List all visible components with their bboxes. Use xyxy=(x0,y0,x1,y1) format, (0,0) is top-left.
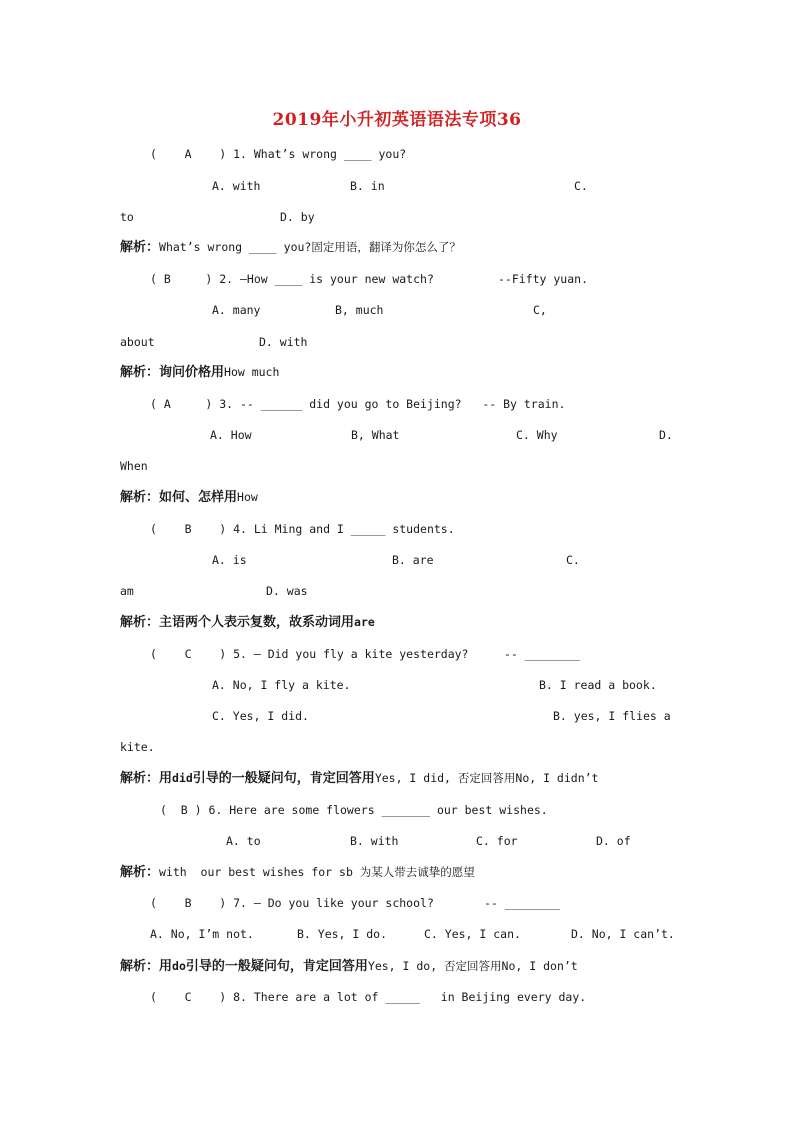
question-4-stem: ( B ) 4. Li Ming and I _____ students. xyxy=(150,522,455,536)
question-2-option-d: D. with xyxy=(259,335,308,349)
question-7-reply: -- ________ xyxy=(484,896,561,910)
question-6-option-b: B. with xyxy=(350,834,399,848)
note-1-text: What’s wrong ____ you?固定用语，翻译为你怎么了？ xyxy=(159,240,461,254)
note-4-text: are xyxy=(354,615,375,629)
question-5-option-d: B. yes, I flies a xyxy=(553,709,671,723)
note-1 xyxy=(120,239,461,256)
question-2-option-c-continued: about xyxy=(120,335,155,349)
question-4-option-a: A. is xyxy=(212,553,247,567)
page-title: 2019年小升初英语语法专项36 xyxy=(272,110,522,130)
question-3-stem: ( A ) 3. -- ______ did you go to Beijing? -- By train. xyxy=(150,397,566,411)
note-5-text: Yes, I did, 否定回答用No, I didn’t xyxy=(374,771,599,785)
question-1-stem: ( A ) 1. What’s wrong ____ you? xyxy=(150,147,407,161)
question-7-option-d: D. No, I can’t. xyxy=(571,927,675,941)
note-6 xyxy=(120,864,475,881)
question-4-option-b: B. are xyxy=(392,553,434,567)
question-2-reply: --Fifty yuan. xyxy=(498,272,589,286)
note-7-text: Yes, I do, 否定回答用No, I don’t xyxy=(367,959,578,973)
question-2-stem: ( B ) 2. –How ____ is your new watch? xyxy=(150,272,434,286)
question-3-option-a: A. How xyxy=(210,428,252,442)
question-6-stem: ( B ) 6. Here are some flowers _______ our best wishes. xyxy=(160,803,548,817)
note-4 xyxy=(120,614,375,631)
question-3-option-c: C. Why xyxy=(516,428,558,442)
question-3-option-b: B, What xyxy=(351,428,400,442)
question-4-option-c: C. xyxy=(566,553,580,567)
note-5-label: 解析：用 xyxy=(120,771,173,786)
note-3 xyxy=(120,489,258,506)
question-8-stem: ( C ) 8. There are a lot of _____ in Beijing every day. xyxy=(150,990,587,1004)
note-6-label: 解析： xyxy=(120,865,160,880)
note-2-text: How much xyxy=(224,365,280,379)
question-5-reply: -- ________ xyxy=(504,647,581,661)
note-5 xyxy=(120,770,598,787)
note-7-label-continued: 引导的一般疑问句，肯定回答用 xyxy=(185,959,368,974)
question-1-option-c: C. xyxy=(574,179,588,193)
question-1-option-b: B. in xyxy=(350,179,385,193)
question-2-option-a: A. many xyxy=(212,303,261,317)
note-3-text: How xyxy=(237,490,258,504)
question-5-option-d-continued: kite. xyxy=(120,740,155,754)
question-7-stem: ( B ) 7. – Do you like your school? xyxy=(150,896,434,910)
question-2-option-b: B, much xyxy=(335,303,384,317)
question-2-option-c: C, xyxy=(533,303,547,317)
note-7-keyword: do xyxy=(172,959,186,973)
question-5-option-a: A. No, I fly a kite. xyxy=(212,678,351,692)
note-2-label: 解析：询问价格用 xyxy=(120,365,225,380)
question-5-option-c: C. Yes, I did. xyxy=(212,709,309,723)
note-1-label: 解析： xyxy=(120,240,160,255)
question-4-option-d: D. was xyxy=(266,584,308,598)
question-6-option-a: A. to xyxy=(226,834,261,848)
note-3-label: 解析：如何、怎样用 xyxy=(120,490,238,505)
note-4-label: 解析：主语两个人表示复数，故系动词用 xyxy=(120,615,355,630)
question-6-option-d: D. of xyxy=(596,834,631,848)
note-6-text: with our best wishes for sb 为某人带去诚挚的愿望 xyxy=(159,865,475,879)
question-6-option-c: C. for xyxy=(476,834,518,848)
question-1-option-a: A. with xyxy=(212,179,261,193)
question-7-option-a: A. No, I’m not. xyxy=(150,927,254,941)
question-3-option-d-continued: When xyxy=(120,459,148,473)
question-1-option-d: D. by xyxy=(280,210,315,224)
question-1-option-c-continued: to xyxy=(120,210,134,224)
question-7-option-b: B. Yes, I do. xyxy=(297,927,388,941)
note-7-label: 解析：用 xyxy=(120,959,173,974)
note-2 xyxy=(120,364,279,381)
question-7-option-c: C. Yes, I can. xyxy=(424,927,521,941)
note-7 xyxy=(120,958,578,975)
question-5-stem: ( C ) 5. – Did you fly a kite yesterday? xyxy=(150,647,469,661)
question-3-option-d: D. xyxy=(659,428,673,442)
note-5-label-continued: 引导的一般疑问句，肯定回答用 xyxy=(192,771,375,786)
note-5-keyword: did xyxy=(172,771,193,785)
question-4-option-c-continued: am xyxy=(120,584,134,598)
question-5-option-b: B. I read a book. xyxy=(539,678,657,692)
